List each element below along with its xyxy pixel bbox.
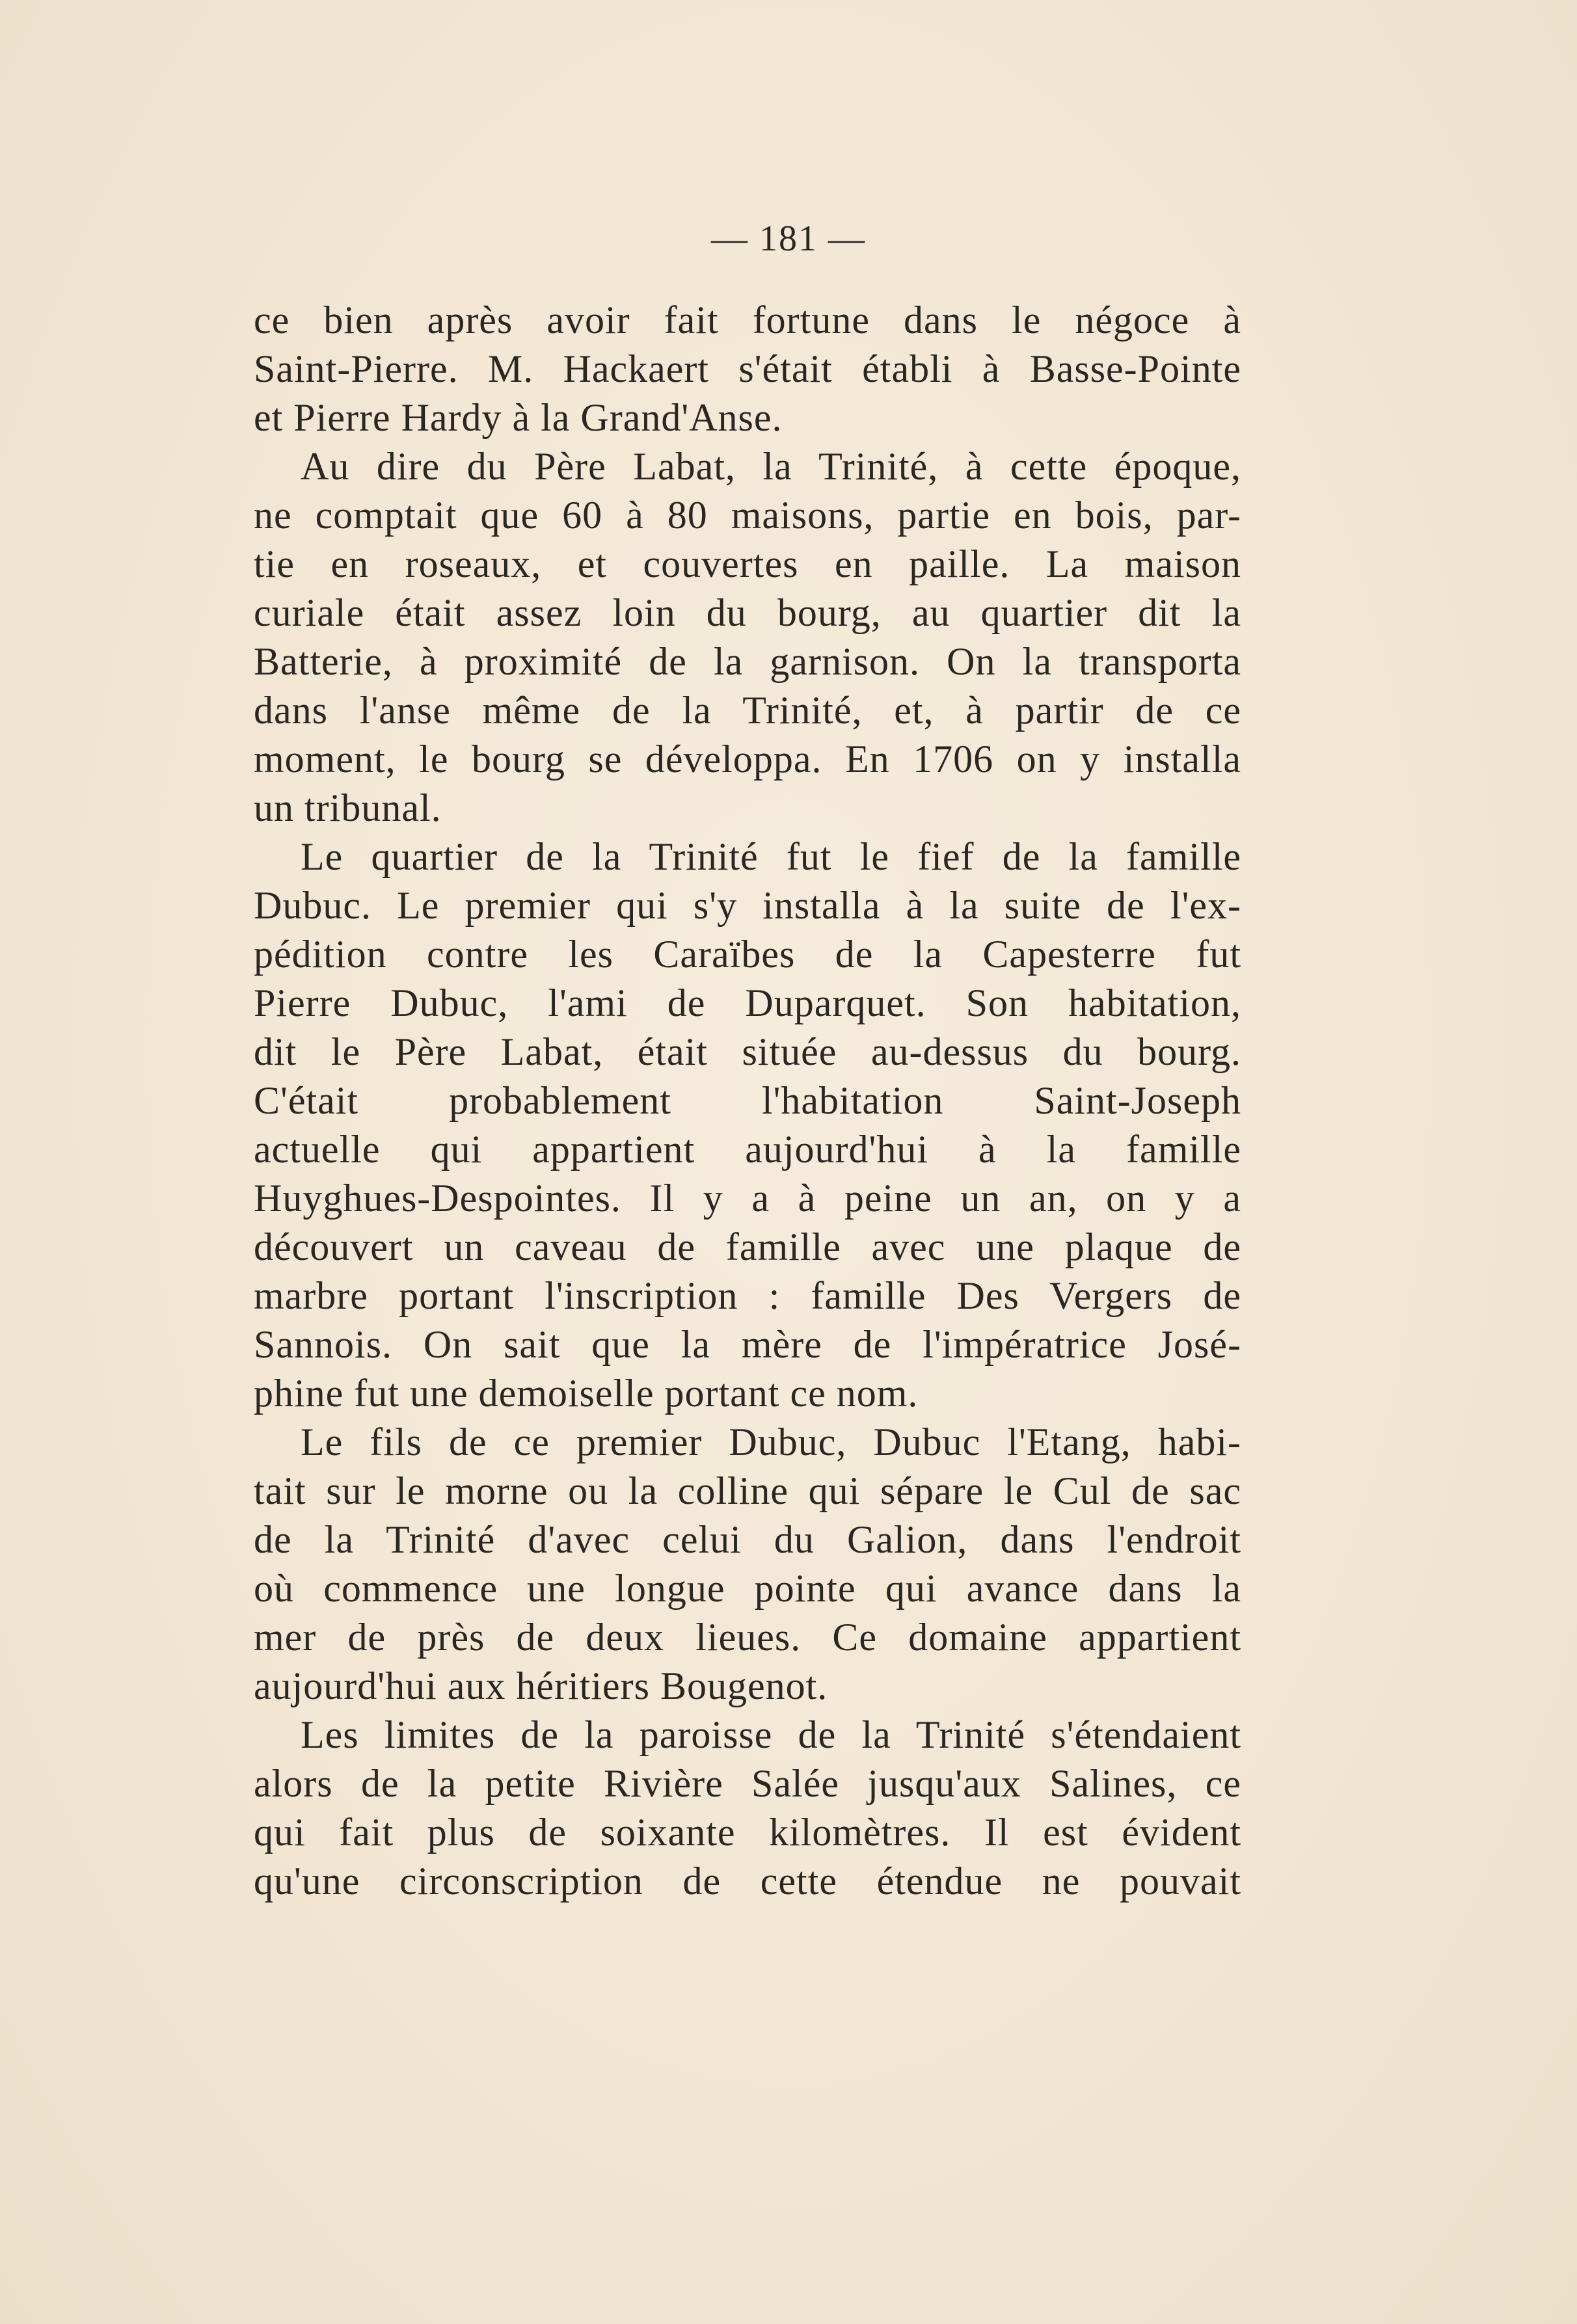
text-line: Huyghues-Despointes. Il y a à peine un an, on y a (254, 1177, 1241, 1220)
text-line: où commence une longue pointe qui avance dans la (254, 1567, 1241, 1610)
paragraph-2 (254, 442, 1241, 833)
text-line: pédition contre les Caraïbes de la Capesterre fut (254, 933, 1241, 976)
paragraph-5 (254, 1711, 1241, 1906)
paragraph-1 (254, 296, 1241, 442)
text-line: dans l'anse même de la Trinité, et, à partir de ce (254, 689, 1241, 732)
text-line: Pierre Dubuc, l'ami de Duparquet. Son habitation, (254, 982, 1241, 1024)
text-line: de la Trinité d'avec celui du Galion, dans l'endroit (254, 1518, 1241, 1561)
text-line: alors de la petite Rivière Salée jusqu'aux Salines, ce (254, 1762, 1241, 1805)
text-line: ne comptait que 60 à 80 maisons, partie en bois, par- (254, 494, 1241, 537)
paragraph-4 (254, 1418, 1241, 1711)
body-text (254, 296, 1241, 1906)
text-line: Sannois. On sait que la mère de l'impératrice José- (254, 1323, 1241, 1366)
text-line: actuelle qui appartient aujourd'hui à la famille (254, 1128, 1241, 1171)
text-line: phine fut une demoiselle portant ce nom. (254, 1372, 919, 1415)
text-line: aujourd'hui aux héritiers Bougenot. (254, 1664, 828, 1707)
text-line: moment, le bourg se développa. En 1706 on y installa (254, 738, 1241, 781)
text-line: tait sur le morne ou la colline qui sépare le Cul de sac (254, 1469, 1241, 1512)
text-line: C'était probablement l'habitation Saint-Joseph (254, 1079, 1241, 1122)
text-line: dit le Père Labat, était située au-dessus du bourg. (254, 1030, 1241, 1073)
text-line: marbre portant l'inscription : famille Des Vergers de (254, 1274, 1241, 1317)
text-line: qui fait plus de soixante kilomètres. Il est évident (254, 1811, 1241, 1854)
text-line: curiale était assez loin du bourg, au quartier dit la (254, 591, 1241, 634)
text-line: Au dire du Père Labat, la Trinité, à cette époque, (301, 445, 1241, 488)
text-line: un tribunal. (254, 786, 442, 829)
text-line: Dubuc. Le premier qui s'y installa à la suite de l'ex- (254, 884, 1241, 927)
text-line: ce bien après avoir fait fortune dans le négoce à (254, 299, 1241, 341)
text-line: Batterie, à proximité de la garnison. On la transporta (254, 640, 1241, 683)
text-line: Les limites de la paroisse de la Trinité s'étendaient (301, 1713, 1241, 1756)
page-number: — 181 — (711, 219, 866, 259)
text-line: et Pierre Hardy à la Grand'Anse. (254, 396, 783, 439)
text-line: qu'une circonscription de cette étendue ne pouvait (254, 1860, 1241, 1903)
paragraph-3 (254, 833, 1241, 1418)
text-line: tie en roseaux, et couvertes en paille. La maison (254, 542, 1241, 585)
text-line: Le quartier de la Trinité fut le fief de la famille (301, 835, 1241, 878)
text-line: découvert un caveau de famille avec une plaque de (254, 1225, 1241, 1268)
text-line: Le fils de ce premier Dubuc, Dubuc l'Etang, habi- (301, 1421, 1241, 1463)
text-line: mer de près de deux lieues. Ce domaine appartient (254, 1616, 1241, 1659)
text-line: Saint-Pierre. M. Hackaert s'était établi à Basse-Pointe (254, 347, 1241, 390)
